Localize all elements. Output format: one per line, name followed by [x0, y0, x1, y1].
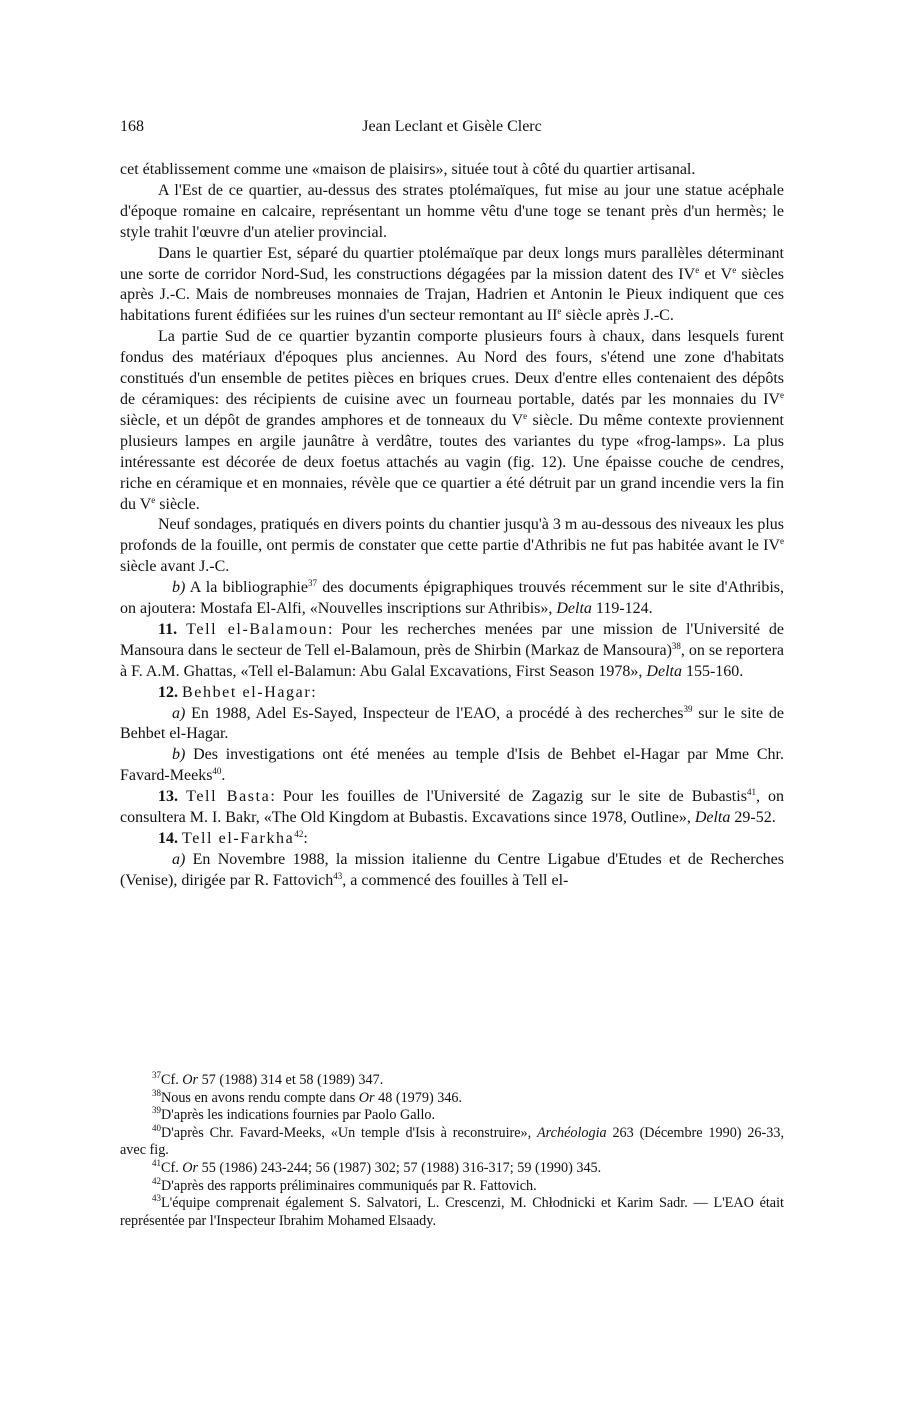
text-run: 37 — [152, 1070, 161, 1080]
text-run: siècle. — [155, 495, 200, 513]
footnote — [120, 1175, 784, 1196]
text-run: La partie Sud de ce quartier byzantin comporte plusieurs fours à chaux, dans lesquels furent fondus des matériaux d'époques plus anciennes. Au Nord des fours, s'étend une zone d'habitats constitués d'un ensemble de petites pièces en briques crues. Deux d'entre elles contenaient des dépôts de céramiques: des récipients de cuisine avec un fourneau portable, datés par les monnaies du IV — [120, 328, 784, 408]
paragraph — [120, 515, 784, 578]
footnote — [120, 1195, 784, 1230]
text-run: 42 — [152, 1175, 161, 1186]
text-run: Cf. — [161, 1072, 183, 1088]
text-run: Or — [182, 1159, 199, 1176]
text-run: 55 (1986) 243-244; 56 (1987) 302; 57 (1988) 316-317; 59 (1990) 345. — [198, 1159, 602, 1176]
text-run: : — [311, 683, 316, 701]
text-run: D'après des rapports préliminaires communiqués par R. Fattovich. — [161, 1177, 537, 1194]
page-number: 168 — [120, 118, 144, 135]
footnote-ref[interactable]: 37 — [307, 578, 317, 589]
paragraph — [120, 745, 784, 787]
footnote-ref[interactable]: 41 — [746, 787, 756, 798]
text-run: a) — [172, 704, 186, 722]
text-run: et V — [699, 265, 733, 283]
text-run: En 1988, Adel Es-Sayed, Inspecteur de l'EAO, a procédé à des recherches — [185, 704, 684, 722]
section-12 — [120, 683, 784, 704]
text-run: , on se reportera à F. A.M. Ghattas, «Tell el-Balamun: Abu Galal Excavations, First Season 1978», — [120, 641, 785, 680]
text-run: siècle après J.-C. — [561, 307, 674, 325]
section-number: 13. — [158, 788, 178, 806]
text-run: e — [523, 410, 528, 421]
text-run: b) — [172, 579, 186, 597]
paragraph — [120, 327, 784, 515]
page — [120, 118, 784, 892]
footnote — [120, 1087, 784, 1108]
text-run: e — [557, 306, 562, 317]
text-run: e — [780, 536, 784, 547]
text-run: a) — [172, 850, 186, 868]
footnote — [120, 1107, 784, 1125]
paragraph — [120, 181, 784, 244]
text-run: sur le site de Behbet el-Hagar. — [120, 704, 785, 743]
text-run: e — [695, 264, 700, 275]
text-run: En Novembre 1988, la mission italienne du Centre Ligabue d'Etudes et de Recherches (Venise), dirigée par R. Fattovich — [120, 850, 784, 889]
footnote-ref[interactable]: 43 — [333, 870, 343, 881]
page-header — [120, 118, 784, 142]
section-number: 11. — [158, 620, 178, 638]
text-run: e — [780, 389, 784, 400]
text-run: Dans le quartier Est, séparé du quartier ptolémaïque par deux longs murs parallèles déterminant une sorte de corridor Nord-Sud, les constructions dégagées par la mission datent des IV — [120, 244, 784, 283]
section-title: Behbet el-Hagar — [182, 683, 312, 701]
text-run: A l'Est de ce quartier, au-dessus des strates ptolémaïques, fut mise au jour une statue acéphale d'époque romaine en calcaire, représentant un homme vêtu d'une toge se tenant près d'un hermès; le style trahit l'œuvre d'un atelier provincial. — [120, 181, 784, 241]
section-title: Tell Basta — [186, 788, 271, 806]
text-run: A la bibliographie — [185, 579, 308, 597]
footnote-ref[interactable]: 39 — [683, 703, 693, 714]
text-run: Archéologia — [537, 1124, 607, 1141]
text-run: D'après les indications fournies par Paolo Gallo. — [161, 1107, 436, 1124]
text-run: D'après Chr. Favard-Meeks, «Un temple d'Isis à reconstruire», — [161, 1124, 538, 1141]
text-run: siècles après J.-C. Mais de nombreuses monnaies de Trajan, Hadrien et Antonin le Pieux indiquent que ces habitations furent édifiées sur les ruines d'un secteur remontant au II — [120, 265, 785, 325]
section-14 — [120, 829, 784, 850]
main-text — [120, 160, 784, 892]
paragraph — [120, 704, 784, 746]
text-run: 40 — [152, 1122, 161, 1133]
text-run: cet établissement comme une «maison de plaisirs», située tout à côté du quartier artisanal. — [120, 161, 696, 178]
text-run: 119-124. — [591, 600, 653, 618]
text-run: , on consultera M. I. Bakr, «The Old Kingdom at Bubastis. Excavations since 1978, Outline», — [120, 788, 785, 827]
text-run: Cf. — [161, 1159, 183, 1176]
paragraph — [120, 578, 784, 620]
text-run: siècle avant J.-C. — [120, 558, 230, 576]
paragraph — [120, 850, 784, 892]
text-run: Nous en avons rendu compte dans — [161, 1089, 359, 1106]
text-run: 48 (1979) 346. — [374, 1089, 463, 1106]
text-run: 29-52. — [730, 809, 776, 827]
footnotes — [120, 1072, 784, 1230]
text-run: Delta — [646, 662, 682, 680]
text-run: 39 — [152, 1105, 161, 1116]
text-run: des documents épigraphiques trouvés récemment sur le site d'Athribis, on ajoutera: Mostafa El-Alfi, «Nouvelles inscriptions sur Athribis», — [120, 579, 785, 618]
footnote — [120, 1122, 784, 1160]
text-run: siècle. Du même contexte proviennent plusieurs lampes en argile jaunâtre à verdâtre, toutes des variantes du type «frog-lamps». La plus intéressante est décorée de deux foetus attachés au vagin (fig. 12). Une épaisse couche de cendres, riche en céramique et en monnaies, révèle que ce quartier a été détruit par un grand incendie vers la fin du V — [120, 411, 785, 513]
footnote-ref[interactable]: 40 — [212, 766, 222, 777]
text-run: siècle, et un dépôt de grandes amphores et de tonneaux du V — [120, 411, 524, 429]
section-number: 14. — [158, 830, 178, 847]
text-run: . — [221, 767, 226, 785]
text-run: Delta — [556, 600, 592, 618]
section-number: 12. — [158, 683, 178, 701]
footnote — [120, 1072, 784, 1090]
text-run: 38 — [152, 1087, 161, 1098]
text-run: Delta — [694, 809, 731, 827]
running-head: Jean Leclant et Gisèle Clerc — [362, 118, 542, 135]
paragraph — [120, 160, 784, 181]
text-run: Or — [182, 1072, 199, 1088]
text-run: : Pour les recherches menées par une mission de l'Université de Mansoura dans le secteur de Tell el-Balamoun, près de Shirbin (Markaz de Mansoura) — [120, 620, 785, 659]
text-run: : — [303, 830, 308, 847]
text-run: 57 (1988) 314 et 58 (1989) 347. — [198, 1072, 384, 1088]
text-run: 263 (Décembre 1990) 26-33, avec fig. — [120, 1124, 784, 1159]
footnote-ref[interactable]: 42 — [294, 829, 304, 839]
section-13 — [120, 787, 784, 829]
section-title: Tell el-Farkha — [182, 830, 295, 847]
text-run: Neuf sondages, pratiqués en divers points du chantier jusqu'à 3 m au-dessous des niveaux les plus profonds de la fouille, ont permis de constater que cette partie d'Athribis ne fut pas habitée avant le IV — [120, 516, 784, 555]
text-run: Or — [358, 1089, 375, 1106]
text-run: 43 — [152, 1193, 161, 1204]
text-run: L'équipe comprenait également S. Salvatori, L. Crescenzi, M. Chłodnicki et Karim Sadr. — L'EAO était représentée par l'Inspecteur Ibrahim Mohamed Elsaady. — [120, 1195, 784, 1229]
text-run: , a commencé des fouilles à Tell el- — [342, 871, 569, 889]
text-run: Des investigations ont été menées au temple d'Isis de Behbet el-Hagar par Mme Chr. Favard-Meeks — [120, 746, 784, 785]
text-run: e — [151, 494, 156, 505]
text-run: 41 — [152, 1157, 161, 1168]
footnote-ref[interactable]: 38 — [671, 640, 681, 651]
section-title: Tell el-Balamoun — [186, 620, 328, 638]
paragraph — [120, 244, 784, 328]
text-run: : Pour les fouilles de l'Université de Zagazig sur le site de Bubastis — [270, 788, 747, 806]
text-run: b) — [172, 746, 186, 764]
text-run: e — [732, 264, 737, 275]
text-run: 155-160. — [681, 662, 744, 680]
footnote — [120, 1157, 784, 1178]
section-11 — [120, 620, 784, 683]
